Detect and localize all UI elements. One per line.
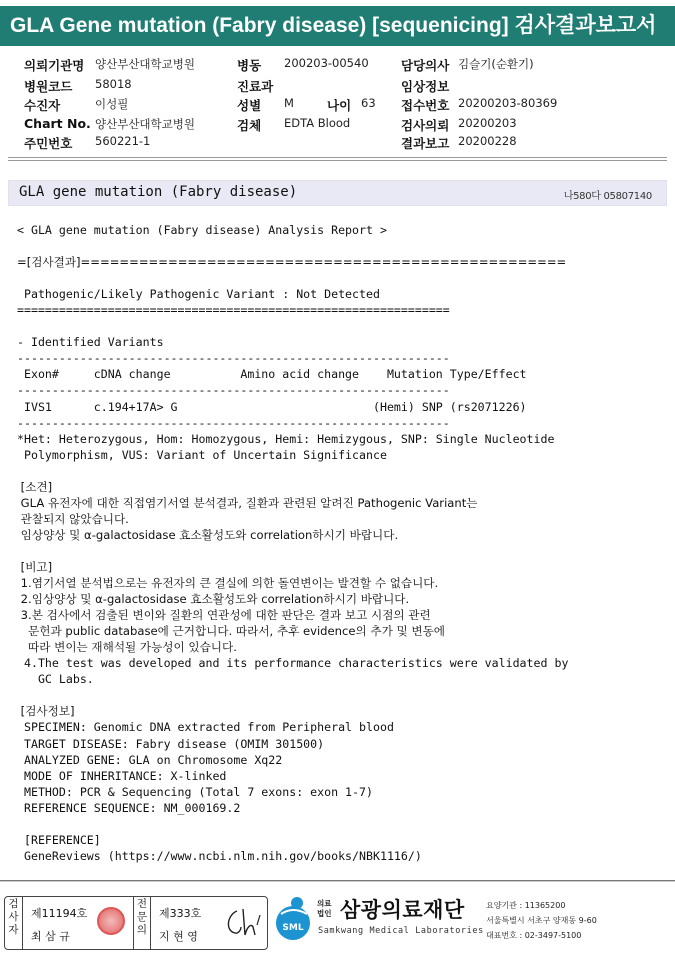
info-label: 수진자 bbox=[24, 98, 61, 113]
report-line bbox=[17, 238, 577, 254]
patient-info-block bbox=[0, 52, 675, 152]
report-line: [비고] bbox=[17, 559, 53, 574]
report-line: 1.염기서열 분석법으로는 유전자의 큰 결실에 의한 돌연변이는 발견할 수 없습니다. bbox=[17, 576, 439, 591]
sml-logo-icon bbox=[273, 894, 315, 942]
info-row-hospital-code bbox=[24, 77, 132, 95]
report-line: GeneReviews (https://www.ncbi.nlm.nih.gov/books/NBK1116/) bbox=[17, 848, 422, 863]
divider bbox=[8, 157, 667, 158]
info-row-ward bbox=[237, 56, 369, 74]
section-title: GLA gene mutation (Fabry disease) bbox=[19, 184, 298, 200]
report-line: ANALYZED GENE: GLA on Chromosome Xq22 bbox=[17, 752, 283, 767]
report-line: Pathogenic/Likely Pathogenic Variant : Not Detected bbox=[17, 287, 380, 302]
examiner-license: 제11194호 bbox=[31, 907, 88, 920]
divider bbox=[8, 160, 667, 161]
report-line: 임상양상 및 α-galactosidase 효소활성도와 correlation하시기 바랍니다. bbox=[17, 527, 399, 542]
organization-english-name: Samkwang Medical Laboratories bbox=[318, 926, 484, 936]
report-line: -------------------------------------------------------------- bbox=[17, 351, 450, 366]
report-title: GLA Gene mutation (Fabry disease) [sequenicing] 검사결과보고서 bbox=[0, 6, 675, 46]
info-row-specimen bbox=[237, 116, 351, 134]
report-body bbox=[17, 222, 577, 864]
report-line bbox=[17, 543, 577, 559]
official-seal-icon bbox=[97, 907, 125, 935]
report-line: ============================================================== bbox=[17, 303, 450, 318]
report-line bbox=[17, 270, 577, 286]
info-row-department bbox=[237, 77, 273, 95]
info-row-clinical-info bbox=[401, 77, 449, 95]
info-label: 진료과 bbox=[237, 79, 274, 94]
report-line: [REFERENCE] bbox=[17, 832, 101, 847]
examiner-name: 최 삼 규 bbox=[31, 930, 70, 943]
specialist-label: 전 문 의 bbox=[133, 897, 151, 949]
info-row-patient bbox=[24, 96, 129, 114]
info-value: 58018 bbox=[95, 77, 132, 91]
section-code: 나580다 05807140 bbox=[563, 191, 652, 202]
info-value: M bbox=[284, 96, 294, 110]
examiner-label: 검 사 자 bbox=[5, 897, 23, 949]
info-row-institution bbox=[24, 56, 195, 74]
report-line: Polymorphism, VUS: Variant of Uncertain Significance bbox=[17, 447, 387, 462]
info-label: 병동 bbox=[237, 58, 262, 73]
report-line: [소견] bbox=[17, 479, 53, 494]
organization-phone: 대표번호 : 02-3497-5100 bbox=[486, 931, 582, 940]
info-label: 검체 bbox=[237, 118, 262, 133]
report-line: SPECIMEN: Genomic DNA extracted from Peripheral blood bbox=[17, 720, 394, 735]
info-label: 결과보고 bbox=[401, 136, 450, 151]
info-value: 양산부산대학교병원 bbox=[95, 117, 195, 131]
report-line bbox=[17, 463, 577, 479]
report-line: [검사정보] bbox=[17, 704, 75, 719]
section-header bbox=[8, 180, 667, 206]
info-label: 성별 bbox=[237, 98, 262, 113]
info-value: 20200203-80369 bbox=[458, 96, 558, 110]
info-row-accession-no bbox=[401, 96, 558, 114]
report-line bbox=[17, 816, 577, 832]
info-value: 김슬기(순환기) bbox=[458, 57, 534, 71]
info-value: 200203-00540 bbox=[284, 56, 369, 70]
report-line: 문헌과 public database에 근거합니다. 따라서, 추후 evidence의 추가 및 변동에 bbox=[17, 624, 445, 639]
org-type-tag: 의료 법인 bbox=[317, 899, 332, 918]
info-label: 주민번호 bbox=[24, 136, 73, 151]
logo-text: SML bbox=[282, 923, 304, 933]
info-value: 63 bbox=[361, 96, 376, 110]
info-row-resident-no bbox=[24, 134, 151, 152]
divider bbox=[0, 880, 675, 882]
info-label: 임상정보 bbox=[401, 79, 450, 94]
report-line: =[검사결과]================================================== bbox=[17, 255, 567, 270]
info-label: 병원코드 bbox=[24, 79, 73, 94]
info-value: 20200228 bbox=[458, 134, 517, 148]
specialist-license: 제333호 bbox=[159, 907, 202, 920]
info-label: 나이 bbox=[327, 98, 352, 113]
report-line: TARGET DISEASE: Fabry disease (OMIM 301500) bbox=[17, 736, 325, 751]
info-label: 의뢰기관명 bbox=[24, 58, 85, 73]
info-value: 이성필 bbox=[95, 97, 129, 111]
organization-address: 서울특별시 서초구 양재동 9-60 bbox=[486, 916, 597, 925]
info-row-doctor bbox=[401, 56, 534, 74]
report-line: METHOD: PCR & Sequencing (Total 7 exons: exon 1-7) bbox=[17, 784, 373, 799]
report-line bbox=[17, 687, 577, 703]
info-value: 560221-1 bbox=[95, 134, 151, 148]
signature-footer bbox=[0, 890, 675, 961]
info-value: EDTA Blood bbox=[284, 116, 351, 130]
report-line: -------------------------------------------------------------- bbox=[17, 383, 450, 398]
report-line: IVS1 c.194+17A> G (Hemi) SNP (rs2071226) bbox=[17, 399, 527, 414]
info-label: Chart No. bbox=[24, 116, 91, 131]
report-line: *Het: Heterozygous, Hom: Homozygous, Hemi: Hemizygous, SNP: Single Nucleotide bbox=[17, 431, 555, 446]
report-line bbox=[17, 318, 577, 334]
info-label: 검사의뢰 bbox=[401, 118, 450, 133]
info-row-request-date bbox=[401, 116, 517, 134]
report-line: GC Labs. bbox=[17, 672, 94, 687]
info-row-sex bbox=[237, 96, 294, 114]
info-value: 양산부산대학교병원 bbox=[95, 57, 195, 71]
organization-name: 삼광의료재단 bbox=[340, 898, 465, 922]
report-line: -------------------------------------------------------------- bbox=[17, 415, 450, 430]
report-line: 관찰되지 않았습니다. bbox=[17, 511, 129, 526]
info-row-report-date bbox=[401, 134, 517, 152]
info-value: 20200203 bbox=[458, 116, 517, 130]
institution-code: 요양기관 : 11365200 bbox=[486, 901, 566, 910]
report-line: 2.임상양상 및 α-galactosidase 효소활성도와 correlation하시기 바랍니다. bbox=[17, 592, 410, 607]
report-line: 3.본 검사에서 검출된 변이와 질환의 연관성에 대한 판단은 결과 보고 시점의 관련 bbox=[17, 608, 431, 623]
info-row-chart-no bbox=[24, 116, 195, 131]
report-line: MODE OF INHERITANCE: X-linked bbox=[17, 768, 227, 783]
info-label: 접수번호 bbox=[401, 98, 450, 113]
report-line: REFERENCE SEQUENCE: NM_000169.2 bbox=[17, 800, 241, 815]
report-line: < GLA gene mutation (Fabry disease) Analysis Report > bbox=[17, 223, 387, 237]
info-row-age bbox=[327, 96, 376, 114]
report-line: GLA 유전자에 대한 직접염기서열 분석결과, 질환과 관련된 알려진 Pathogenic Variant는 bbox=[17, 495, 478, 510]
handwritten-signature-icon bbox=[223, 905, 263, 941]
specialist-name: 지 현 영 bbox=[159, 930, 198, 943]
signature-box bbox=[4, 896, 268, 950]
report-line: 따라 변이는 재해석될 가능성이 있습니다. bbox=[17, 640, 237, 655]
report-line: 4.The test was developed and its performance characteristics were validated by bbox=[17, 656, 569, 671]
info-label: 담당의사 bbox=[401, 58, 450, 73]
report-line: Exon# cDNA change Amino acid change Mutation Type/Effect bbox=[17, 367, 527, 382]
report-line: - Identified Variants bbox=[17, 335, 164, 350]
